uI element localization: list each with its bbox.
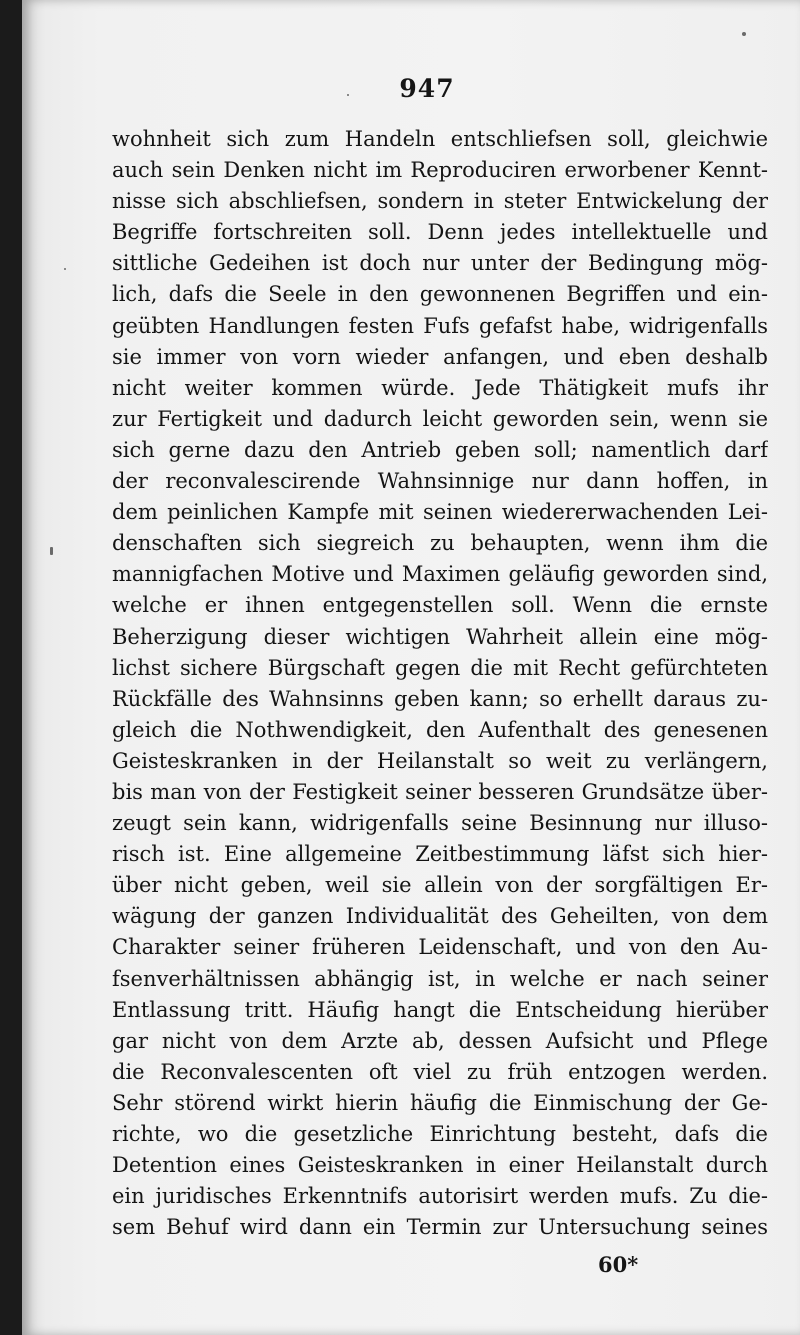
scanned-page xyxy=(22,0,800,1335)
text-line: zur Fertigkeit und dadurch leicht geworden sein, wenn sie xyxy=(112,406,768,431)
text-line: über nicht geben, weil sie allein von der sorgfältigen Er- xyxy=(112,873,768,898)
text-line: bis man von der Festigkeit seiner besseren Grundsätze über- xyxy=(112,779,768,804)
text-line: Charakter seiner früheren Leidenschaft, und von den Au- xyxy=(112,935,768,960)
text-line: Entlassung tritt. Häufig hangt die Entscheidung hierüber xyxy=(112,997,768,1022)
text-line: sie immer von vorn wieder anfangen, und eben deshalb xyxy=(112,344,768,369)
text-line: fsenverhältnissen abhängig ist, in welche er nach seiner xyxy=(112,966,768,991)
text-line: auch sein Denken nicht im Reproduciren erworbener Kennt- xyxy=(112,158,768,183)
text-line: mannigfachen Motive und Maximen geläufig geworden sind, xyxy=(112,562,768,587)
text-line: wägung der ganzen Individualität des Geheilten, von dem xyxy=(112,904,768,929)
text-line: sich gerne dazu den Antrieb geben soll; namentlich darf xyxy=(112,437,768,462)
text-line: sem Behuf wird dann ein Termin zur Untersuchung seines xyxy=(112,1215,768,1240)
signature-mark: 60* xyxy=(598,1252,639,1277)
text-line: dem peinlichen Kampfe mit seinen wiedererwachenden Lei- xyxy=(112,500,768,525)
text-line: ein juridisches Erkenntnifs autorisirt werden mufs. Zu die- xyxy=(112,1184,768,1209)
text-line: die Reconvalescenten oft viel zu früh entzogen werden. xyxy=(112,1059,768,1084)
text-line: Sehr störend wirkt hierin häufig die Einmischung der Ge- xyxy=(112,1090,768,1115)
text-line: nicht weiter kommen würde. Jede Thätigkeit mufs ihr xyxy=(112,375,768,400)
ink-speck xyxy=(347,94,349,96)
text-line: geübten Handlungen festen Fufs gefafst habe, widrigenfalls xyxy=(112,313,768,338)
text-line: Geisteskranken in der Heilanstalt so weit zu verlängern, xyxy=(112,748,768,773)
text-line: Begriffe fortschreiten soll. Denn jedes intellektuelle und xyxy=(112,220,768,245)
text-line: lichst sichere Bürgschaft gegen die mit Recht gefürchteten xyxy=(112,655,768,680)
text-line: Beherzigung dieser wichtigen Wahrheit allein eine mög- xyxy=(112,624,768,649)
text-line: gar nicht von dem Arzte ab, dessen Aufsicht und Pflege xyxy=(112,1028,768,1053)
text-line: nisse sich abschliefsen, sondern in steter Entwickelung der xyxy=(112,189,768,214)
text-line: richte, wo die gesetzliche Einrichtung besteht, dafs die xyxy=(112,1122,768,1146)
page-number: 947 xyxy=(399,74,455,103)
text-line: lich, dafs die Seele in den gewonnenen Begriffen und ein- xyxy=(112,282,768,307)
text-line: Rückfälle des Wahnsinns geben kann; so erhellt daraus zu- xyxy=(112,686,768,711)
ink-speck xyxy=(742,32,746,36)
text-line: der reconvalescirende Wahnsinnige nur dann hoffen, in xyxy=(112,469,768,494)
text-line: denschaften sich siegreich zu behaupten, wenn ihm die xyxy=(112,531,768,556)
text-line: wohnheit sich zum Handeln entschliefsen soll, gleichwie xyxy=(112,127,768,151)
text-line: zeugt sein kann, widrigenfalls seine Besinnung nur illuso- xyxy=(112,811,768,836)
ink-speck xyxy=(50,547,53,555)
text-line: risch ist. Eine allgemeine Zeitbestimmung läfst sich hier- xyxy=(112,842,768,867)
text-line: gleich die Nothwendigkeit, den Aufenthalt des genesenen xyxy=(112,717,768,742)
body-text xyxy=(112,124,768,1243)
text-line: Detention eines Geisteskranken in einer Heilanstalt durch xyxy=(112,1153,768,1178)
ink-speck xyxy=(64,268,66,270)
text-line: welche er ihnen entgegenstellen soll. Wenn die ernste xyxy=(112,593,768,618)
text-line: sittliche Gedeihen ist doch nur unter der Bedingung mög- xyxy=(112,251,768,276)
